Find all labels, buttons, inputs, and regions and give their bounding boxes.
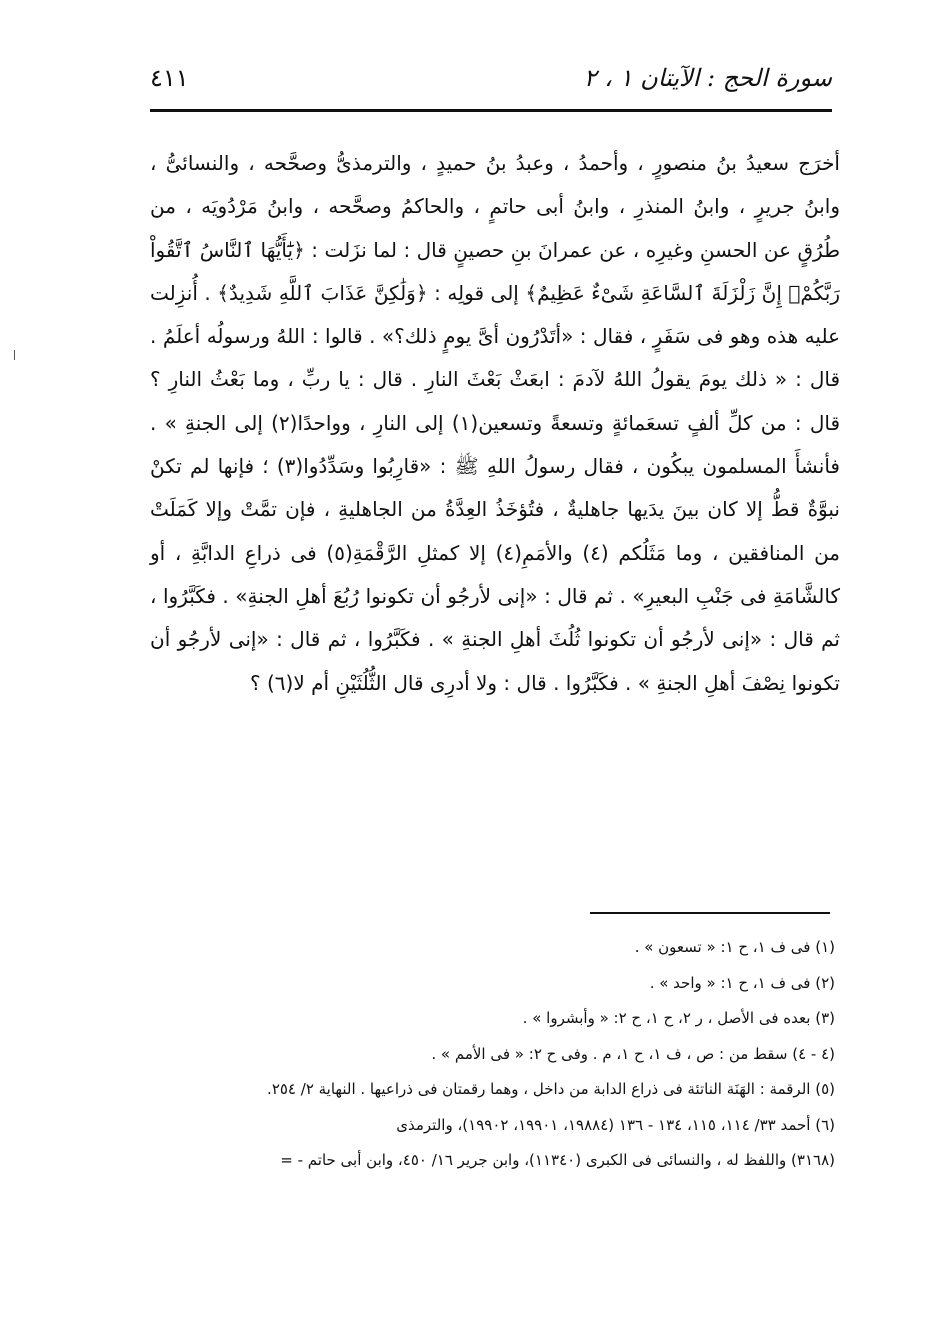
main-paragraph: أخرَج سعيدُ بنُ منصورٍ ، وأحمدُ ، وعبدُ بنُ حميدٍ ، والترمذىُّ وصحَّحه ، والنسائىُّ ، وابنُ جريرٍ ، وابنُ المنذرِ ، وابنُ أبى حاتمٍ ، والحاكمُ وصحَّحه ، وابنُ مَرْدُويَه ، من طُرُقٍ عن الحسنِ وغيرِه ، عن عمرانَ بنِ حصينٍ قال : لما نزَلت : ﴿يَٰٓأَيُّهَا ٱلنَّاسُ ٱتَّقُواْ رَبَّكُمْۚ إِنَّ زَلْزَلَةَ ٱلسَّاعَةِ شَىْءٌ عَظِيمٌ﴾ إلى قولِه : ﴿وَلَٰكِنَّ عَذَابَ ٱللَّهِ شَدِيدٌ﴾ . أُنزِلت عليه هذه وهو فى سَفَرٍ ، فقال : «أتَدْرُون أىَّ يومٍ ذلك؟» . قالوا : اللهُ ورسولُه أعلَمُ . قال : « ذلك يومَ يقولُ اللهُ لآدمَ : ابعَثْ بَعْثَ النارِ . قال : يا ربِّ ، وما بَعْثُ النارِ ؟ قال : من كلِّ ألفٍ تسعَمائةٍ وتسعةً وتسعين(١) إلى النارِ ، وواحدًا(٢) إلى الجنةِ » . فأنشأَ المسلمون يبكُون ، فقال رسولُ اللهِ ﷺ : «قارِبُوا وسَدِّدُوا(٣) ؛ فإنها لم تكنْ نبوَّةٌ قطُّ إلا كان بينَ يدَيها جاهليةٌ ، فتُؤخَذُ العِدَّةُ من الجاهليةِ ، فإن تمَّتْ وإلا كَمَلَتْ من المنافقين ، وما مَثَلُكم (٤) والأمَمِ(٤) إلا كمثلِ الرَّقْمَةِ(٥) فى ذراعِ الدابَّةِ ، أو كالشَّامَةِ فى جَنْبِ البعيرِ» . ثم قال : «إنى لأرجُو أن تكونوا رُبُعَ أهلِ الجنةِ» . فكَبَّرُوا ، ثم قال : «إنى لأرجُو أن تكونوا ثُلُثَ أهلِ الجنةِ » . فكَبَّرُوا ، ثم قال : «إنى لأرجُو أن تكونوا نِصْفَ أهلِ الجنةِ » . فكَبَّرُوا . قال : ولا أدرِى قال الثُّلُثَيْنِ أم لا(٦) ؟ xyxy=(150,151,841,695)
page-header xyxy=(150,58,832,102)
main-text xyxy=(150,142,840,705)
header-rule xyxy=(150,109,832,112)
footnote-1: (١) فى ف ١، ح ١: « تسعون » . xyxy=(634,938,835,956)
footnote-rule xyxy=(590,912,830,914)
footnote-4: (٤ - ٤) سقط من : ص ، ف ١، ح ١، م . وفى ح ٢: « فى الأمم » . xyxy=(431,1044,835,1063)
page-number: ٤١١ xyxy=(150,64,189,92)
running-title: سورة الحج : الآيتان ١ ، ٢ xyxy=(583,64,832,92)
margin-mark xyxy=(14,350,15,360)
footnotes xyxy=(150,930,835,1179)
footnote-5: (٥) الرقمة : الهَنَة الناتئة فى ذراع الدابة من داخل ، وهما رقمتان فى ذراعيها . النهاية ٢/ ٢٥٤. xyxy=(267,1080,835,1098)
footnote-6: (٦) أحمد ٣٣/ ١١٤، ١١٥، ١٣٤ - ١٣٦ (١٩٨٨٤، ١٩٩٠١، ١٩٩٠٢)، والترمذى xyxy=(396,1115,835,1134)
footnote-6-continued: (٣١٦٨) واللفظ له ، والنسائى فى الكبرى (١١٣٤٠)، وابن جرير ١٦/ ٤٥٠، وابن أبى حاتم - = xyxy=(280,1151,835,1169)
footnote-3: (٣) بعده فى الأصل ، ر ٢، ح ١، ح ٢: « وأبشروا » . xyxy=(522,1009,835,1027)
footnote-2: (٢) فى ف ١، ح ١: « واحد » . xyxy=(649,973,835,992)
